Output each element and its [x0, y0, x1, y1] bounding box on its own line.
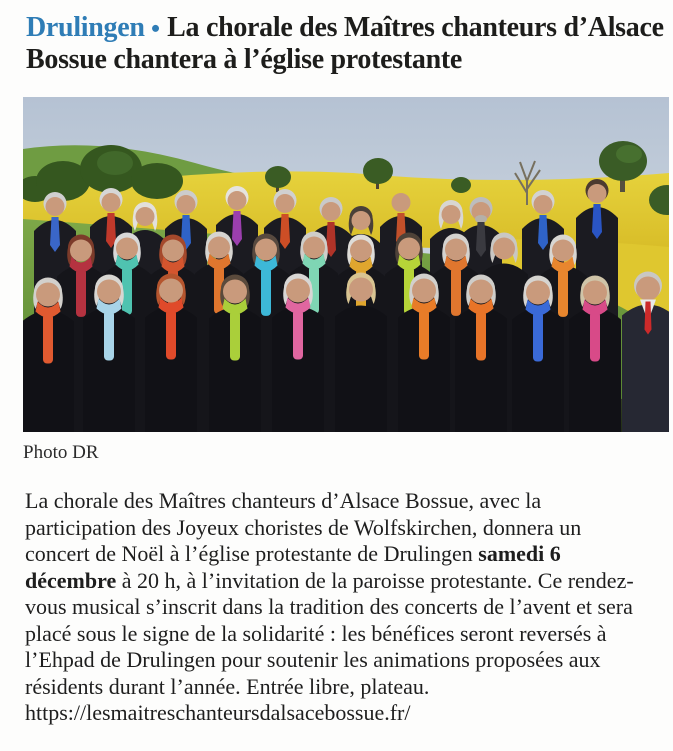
headline — [26, 12, 668, 75]
headline-location: Drulingen — [26, 12, 145, 43]
body-bold-date: samedi 6 décembre — [25, 541, 561, 593]
choir-photo — [23, 97, 669, 432]
body-part2: à 20 h, à l’invitation de la paroisse protestante. Ce rendez-vous musical s’inscrit dans la tradition des concerts de l’avent et sera placé sous le signe de la solidarité : les bénéfices seront reversés à l’Ehpad de Drulingen pour soutenir les animations proposées aux résidents durant l’année. Entrée libre, plateau. https://lesmaitreschanteursdalsacebossue.fr/ — [25, 567, 634, 726]
body-part1: La chorale des Maîtres chanteurs d’Alsace Bossue, avec la participation des Joyeux choristes de Wolfskirchen, donnera un concert de Noël à l’église protestante de Drulingen — [25, 488, 582, 567]
photo-credit: Photo DR — [23, 442, 99, 464]
article-body — [25, 488, 650, 727]
headline-title: La chorale des Maîtres chanteurs d’Alsace Bossue chantera à l’église protestante — [26, 12, 664, 76]
article-figure — [23, 97, 669, 464]
article-page — [0, 12, 673, 751]
bullet-separator-icon: ● — [150, 19, 161, 38]
